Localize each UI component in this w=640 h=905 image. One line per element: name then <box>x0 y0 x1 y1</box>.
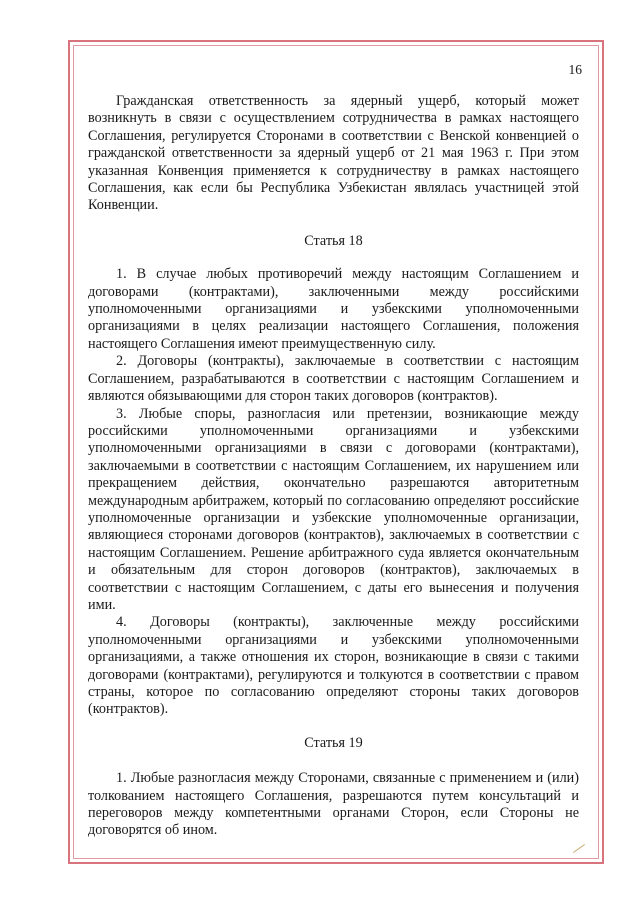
article-19-title: Статья 19 <box>304 734 363 751</box>
article-18-clause-4: 4. Договоры (контракты), заключенные между российскими уполномоченными организациями и узбекскими уполномоченными организациями, а также отношения их сторон, возникающие в связи с такими договорами (контрактами), регулируются и толкуются в соответствии с правом страны, которое по согласованию определяют стороны таких договоров (контрактов). <box>88 614 579 718</box>
paragraph-civil-liability: Гражданская ответственность за ядерный ущерб, который может возникнуть в связи с осуществлением сотрудничества в рамках настоящего Соглашения, регулируется Сторонами в соответствии с Венской конвенцией о гражданской ответственности за ядерный ущерб от 21 мая 1963 г. При этом указанная Конвенция применяется к сотрудничеству в рамках настоящего Соглашения, как если бы Республика Узбекистан являлась участницей этой Конвенции. <box>88 93 579 214</box>
document-body <box>88 93 579 840</box>
article-18-clause-3: 3. Любые споры, разногласия или претензии, возникающие между российскими уполномоченными организациями и узбекскими уполномоченными организациями в связи с договорами (контрактами), заключаемыми в соответствии с настоящим Соглашением, их нарушением или прекращением действия, окончательно разрешаются авторитетным международным арбитражем, который по согласованию определяют российские уполномоченные организации и узбекские уполномоченные организации, являющиеся сторонами договоров (контрактов), заключаемых в соответствии с настоящим Соглашением. Решение арбитражного суда является окончательным и обязательным для сторон договоров (контрактов), заключаемых в соответствии с настоящим Соглашением, с даты его вынесения и получения ими. <box>88 405 579 613</box>
article-18-title: Статья 18 <box>304 232 363 249</box>
page-number: 16 <box>568 62 582 77</box>
article-19-clause-1: 1. Любые разногласия между Сторонами, связанные с применением и (или) толкованием настоящего Соглашения, разрешаются путем консультаций и переговоров между компетентными органами Сторон, если Стороны не договорятся об ином. <box>88 770 579 839</box>
article-18-clause-1: 1. В случае любых противоречий между настоящим Соглашением и договорами (контрактами), заключенными между российскими уполномоченными организациями и узбекскими уполномоченными организациями в целях реализации настоящего Соглашения, положения настоящего Соглашения имеют преимущественную силу. <box>88 266 579 352</box>
article-18-clause-2: 2. Договоры (контракты), заключаемые в соответствии с настоящим Соглашением, разрабатываются в соответствии с настоящим Соглашением и являются обязывающими для сторон таких договоров (контрактов). <box>88 353 579 405</box>
